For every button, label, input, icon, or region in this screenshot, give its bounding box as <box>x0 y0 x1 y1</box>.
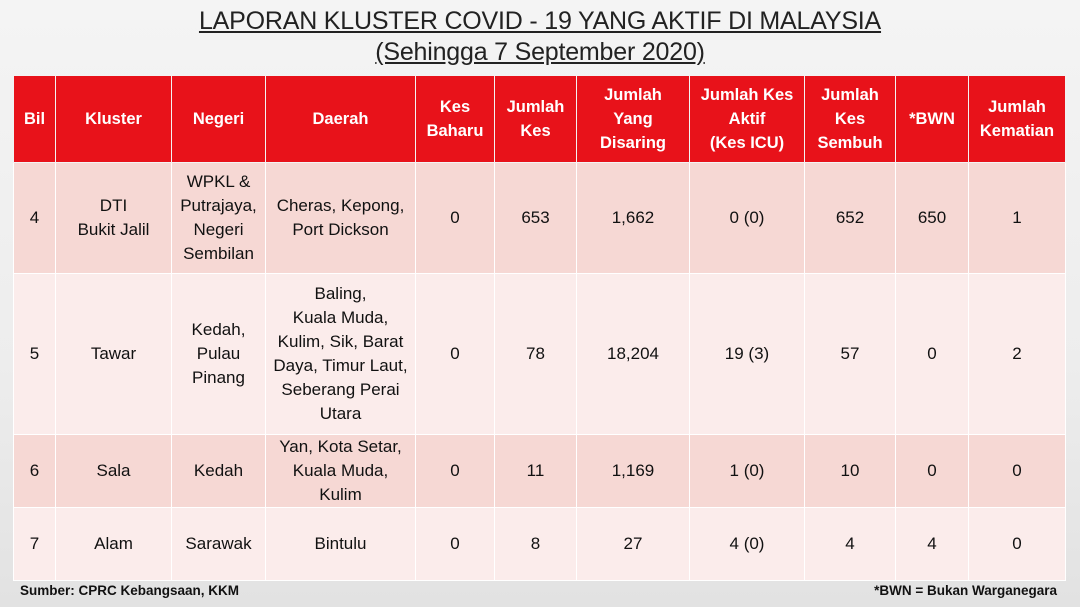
cell-negeri <box>172 163 266 274</box>
cell-kluster <box>56 163 172 274</box>
cell-line: Pinang <box>192 368 245 387</box>
cell-aktif: 0 (0) <box>690 163 805 274</box>
table-header-row <box>14 76 1066 163</box>
cell-line: WPKL & <box>186 172 251 191</box>
table-row <box>14 508 1066 581</box>
cell-line: Aktif <box>728 110 766 128</box>
cell-sembuh: 652 <box>805 163 896 274</box>
cell-bwn: 0 <box>896 274 969 435</box>
cell-line: Kematian <box>979 122 1055 140</box>
cell-sembuh: 10 <box>805 435 896 508</box>
table-row <box>14 274 1066 435</box>
cell-line: Seberang Perai <box>281 380 400 399</box>
header-jumlah-disaring <box>577 76 690 163</box>
header-negeri: Negeri <box>172 76 266 163</box>
header-kluster: Kluster <box>56 76 172 163</box>
cell-line: Jumlah Kes <box>700 86 794 104</box>
cell-line: Yang <box>613 110 653 128</box>
cell-line: Cheras, Kepong, <box>276 196 405 215</box>
cell-kematian: 0 <box>969 508 1066 581</box>
header-jumlah-kes <box>495 76 577 163</box>
cell-line: Alam <box>94 534 133 553</box>
table-row <box>14 163 1066 274</box>
cell-line: Kes <box>439 98 471 116</box>
cell-sembuh: 4 <box>805 508 896 581</box>
cell-line: Daya, Timur Laut, <box>273 356 408 375</box>
cell-disaring: 27 <box>577 508 690 581</box>
cell-line: Kedah <box>193 461 244 480</box>
cell-line: Baharu <box>426 122 484 140</box>
cell-line: Bintulu <box>314 534 367 553</box>
cell-line: Kulim <box>319 485 362 504</box>
header-bil: Bil <box>14 76 56 163</box>
header-kes-baharu <box>416 76 495 163</box>
cell-disaring: 1,662 <box>577 163 690 274</box>
cell-kes-baharu: 0 <box>416 435 495 508</box>
cell-jumlah-kes: 11 <box>495 435 577 508</box>
header-daerah: Daerah <box>266 76 416 163</box>
report-title: LAPORAN KLUSTER COVID - 19 YANG AKTIF DI MALAYSIA <box>198 7 882 35</box>
bwn-footnote: *BWN = Bukan Warganegara <box>874 583 1057 598</box>
cell-disaring: 18,204 <box>577 274 690 435</box>
cell-negeri <box>172 435 266 508</box>
cell-line: Pulau <box>196 344 241 363</box>
cell-negeri <box>172 274 266 435</box>
cell-line: Sarawak <box>185 534 252 553</box>
cell-daerah <box>266 508 416 581</box>
cell-disaring: 1,169 <box>577 435 690 508</box>
cell-line: Sembuh <box>817 134 883 152</box>
cell-bwn: 0 <box>896 435 969 508</box>
cell-kematian: 2 <box>969 274 1066 435</box>
cell-line: Jumlah <box>821 86 879 104</box>
cell-kes-baharu: 0 <box>416 508 495 581</box>
cell-jumlah-kes: 8 <box>495 508 577 581</box>
cell-kematian: 0 <box>969 435 1066 508</box>
cell-daerah <box>266 435 416 508</box>
header-bwn: *BWN <box>896 76 969 163</box>
cell-line: Kulim, Sik, Barat <box>277 332 404 351</box>
cell-aktif: 1 (0) <box>690 435 805 508</box>
cell-bwn: 650 <box>896 163 969 274</box>
cell-line: Kes <box>834 110 866 128</box>
header-kes-sembuh <box>805 76 896 163</box>
cell-daerah <box>266 163 416 274</box>
cell-bil: 5 <box>14 274 56 435</box>
cell-aktif: 4 (0) <box>690 508 805 581</box>
cell-sembuh: 57 <box>805 274 896 435</box>
cell-kematian: 1 <box>969 163 1066 274</box>
cell-line: Kuala Muda, <box>292 461 389 480</box>
cell-line: DTI <box>99 196 128 215</box>
cell-line: Kes <box>520 122 551 140</box>
cell-bil: 6 <box>14 435 56 508</box>
cell-line: Port Dickson <box>292 220 389 239</box>
cell-line: Tawar <box>90 344 137 363</box>
cell-line: Jumlah <box>506 98 565 116</box>
cell-line: Bukit Jalil <box>77 220 150 239</box>
cell-line: Jumlah <box>604 86 662 104</box>
cell-line: Kedah, <box>191 320 246 339</box>
cell-kes-baharu: 0 <box>416 163 495 274</box>
header-kes-aktif <box>690 76 805 163</box>
cell-line: Putrajaya, <box>180 196 257 215</box>
cell-jumlah-kes: 78 <box>495 274 577 435</box>
cell-line: Sala <box>96 461 131 480</box>
cell-line: Jumlah <box>988 98 1046 116</box>
cell-jumlah-kes: 653 <box>495 163 577 274</box>
report-subtitle: (Sehingga 7 September 2020) <box>375 38 705 66</box>
cell-line: Disaring <box>599 134 667 152</box>
cell-bwn: 4 <box>896 508 969 581</box>
cell-line: Yan, Kota Setar, <box>279 437 402 456</box>
cell-line: Utara <box>319 404 362 423</box>
cell-bil: 7 <box>14 508 56 581</box>
source-note: Sumber: CPRC Kebangsaan, KKM <box>20 583 240 598</box>
cell-aktif: 19 (3) <box>690 274 805 435</box>
cell-kluster <box>56 508 172 581</box>
cell-daerah <box>266 274 416 435</box>
cell-kluster <box>56 435 172 508</box>
cell-line: Kuala Muda, <box>292 308 389 327</box>
cell-line: Baling, <box>314 284 367 303</box>
cell-line: Negeri <box>193 220 244 239</box>
cell-negeri <box>172 508 266 581</box>
table-row <box>14 435 1066 508</box>
cell-kes-baharu: 0 <box>416 274 495 435</box>
cell-line: Sembilan <box>183 244 254 263</box>
cell-line: (Kes ICU) <box>709 134 785 152</box>
cluster-table <box>13 75 1066 581</box>
cell-bil: 4 <box>14 163 56 274</box>
cell-kluster <box>56 274 172 435</box>
header-kematian <box>969 76 1066 163</box>
